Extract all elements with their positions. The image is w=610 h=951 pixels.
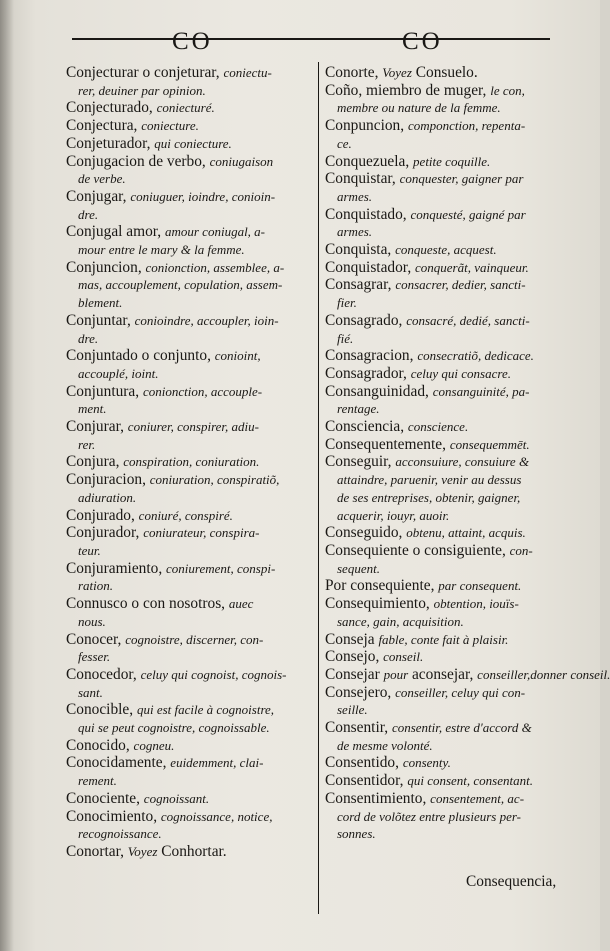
entry-headword: Consejero, [325, 683, 396, 701]
running-head-left: CO [172, 28, 213, 55]
entry-gloss-line: Voyez [382, 65, 412, 80]
entry-headword: Consequimiento, [325, 595, 434, 613]
entry-headword: Consciencia, [325, 418, 408, 436]
entry-headword: Conseja [325, 630, 379, 648]
entry-headword: Conseguir, [325, 453, 396, 471]
entry-gloss-line: acconsuiure, consuiure & [395, 454, 530, 470]
entry-headword: Conjuramiento, [66, 559, 167, 577]
entry-headword: Conjeturador, [66, 134, 155, 152]
entry-gloss-line: qui consent, consentant. [407, 773, 533, 789]
entry-gloss-line: cognoissant. [143, 790, 210, 806]
dictionary-entry [66, 843, 312, 861]
entry-headword: Consagracion, [325, 347, 418, 365]
entry-gloss-line: obtenu, attaint, acquis. [406, 525, 526, 541]
entry-gloss-line: conionction, accouple- [142, 383, 263, 399]
entry-headword: Conocimiento, [66, 807, 161, 825]
entry-gloss-line: componction, repenta- [407, 118, 526, 134]
entry-gloss-line: celuy qui cognoist, cognois- [140, 666, 287, 682]
dictionary-entry [66, 790, 312, 808]
entry-headword: Conjuntado o conjunto, [66, 347, 215, 365]
entry-gloss-line: rentage. [337, 401, 380, 417]
dictionary-entry [66, 188, 312, 223]
entry-gloss-line: consecratiõ, dedicace. [417, 348, 534, 364]
entry-gloss-line: euidemment, clai- [170, 755, 264, 771]
entry-gloss-line: consanguinité, pa- [432, 383, 530, 399]
entry-headword: Consagrado, [325, 311, 407, 329]
dictionary-entry [66, 64, 312, 99]
entry-gloss-line: consacrer, dedier, sancti- [395, 277, 526, 293]
entry-headword: Conocido, [66, 736, 134, 754]
entry-headword: Conorte, [325, 64, 383, 81]
entry-gloss-line: sant. [78, 684, 103, 700]
entry-headword: Conjurador, [66, 524, 144, 542]
dictionary-entry [66, 453, 312, 471]
dictionary-entry [66, 754, 312, 789]
entry-gloss-line: coniecturé. [156, 100, 215, 116]
entry-headword: Conjuncion, [66, 258, 146, 276]
entry-gloss-line: teur. [78, 542, 101, 558]
dictionary-entry [66, 223, 312, 258]
entry-gloss-line: Voyez [127, 843, 158, 859]
entry-gloss-line: aconsejar, [408, 665, 478, 683]
dictionary-entry [66, 99, 312, 117]
entry-gloss-line: qui se peut cognoistre, cognoissable. [78, 720, 270, 736]
entry-headword: Connusco o con nosotros, [66, 595, 229, 613]
entry-headword: Conjugacion de verbo, [66, 152, 210, 170]
dictionary-entry [325, 684, 571, 719]
dictionary-entry [325, 754, 571, 772]
dictionary-entry [325, 276, 571, 311]
entry-gloss-line: armes. [337, 224, 373, 240]
dictionary-entry [66, 631, 312, 666]
entry-gloss-line: qui coniecture. [154, 135, 232, 151]
entry-headword: Conjecturado, [66, 99, 157, 117]
dictionary-entry [325, 648, 571, 666]
dictionary-entry [325, 64, 571, 82]
dictionary-entry [66, 418, 312, 453]
entry-gloss-line: conionction, assemblee, a- [145, 259, 285, 275]
entry-headword: Conjuntura, [66, 382, 143, 400]
entry-headword: Conquezuela, [325, 152, 414, 170]
entry-gloss-line: cogneu. [133, 737, 175, 753]
entry-headword: Conjugar, [66, 187, 131, 205]
dictionary-entry [325, 453, 571, 524]
dictionary-entry [325, 365, 571, 383]
dictionary-entry [66, 737, 312, 755]
dictionary-entry [325, 790, 571, 843]
dictionary-entry [66, 471, 312, 506]
entry-gloss-line: seille. [337, 702, 368, 718]
entry-gloss-line: cognoissance, notice, [160, 808, 273, 824]
dictionary-entry [325, 542, 571, 577]
entry-gloss-line: mas, accouplement, copulation, assem- [78, 277, 283, 293]
entry-gloss-line: pour [383, 666, 409, 682]
entry-headword: Por consequiente, [325, 577, 439, 595]
entry-gloss-line: Consuelo. [411, 64, 478, 81]
entry-gloss-line: conquerãt, vainqueur. [415, 259, 529, 275]
dictionary-entry [66, 383, 312, 418]
entry-headword: Conociente, [66, 789, 144, 807]
dictionary-entry [325, 241, 571, 259]
entry-headword: Conjectura, [66, 117, 142, 135]
entry-gloss-line: conioint, [214, 348, 261, 364]
entry-headword: Conocible, [66, 701, 137, 719]
dictionary-entry [66, 524, 312, 559]
right-column [325, 64, 610, 843]
entry-gloss-line: donner conseil. [530, 666, 610, 682]
dictionary-entry [66, 153, 312, 188]
entry-gloss-line: consentir, estre d'accord & [391, 720, 532, 736]
entry-gloss-line: acquerir, iouyr, auoir. [337, 507, 450, 523]
dictionary-entry [325, 631, 571, 649]
dictionary-entry [325, 117, 571, 152]
entry-headword: Consagrar, [325, 276, 396, 294]
entry-gloss-line: fesser. [78, 649, 111, 665]
entry-gloss-line: celuy qui consacre. [410, 365, 511, 381]
dictionary-entry [66, 347, 312, 382]
entry-headword: Coño, miembro de muger, [325, 81, 491, 99]
dictionary-entry [325, 347, 571, 365]
dictionary-entry [66, 507, 312, 525]
entry-gloss-line: mour entre le mary & la femme. [78, 242, 245, 258]
entry-gloss-line: cord de volõtez entre plusieurs per- [337, 808, 521, 824]
dictionary-entry [325, 153, 571, 171]
entry-gloss-line: conseiller, [477, 666, 531, 682]
entry-gloss-line: conioindre, accoupler, ioin- [134, 312, 279, 328]
entry-gloss-line: coniectu- [223, 65, 272, 80]
entry-gloss-line: conqueste, acquest. [395, 242, 497, 258]
entry-gloss-line: conquester, gaigner par [399, 171, 524, 187]
entry-headword: Consentimiento, [325, 789, 431, 807]
dictionary-entry [325, 312, 571, 347]
dictionary-entry [66, 666, 312, 701]
entry-gloss-line: ration. [78, 578, 114, 594]
entry-gloss-line: sonnes. [337, 826, 376, 842]
dictionary-entry [66, 259, 312, 312]
entry-gloss-line: conseiller, celuy qui con- [395, 684, 526, 700]
dictionary-entry [66, 701, 312, 736]
entry-gloss-line: blement. [78, 295, 123, 311]
dictionary-entry [66, 560, 312, 595]
entry-gloss-line: de mesme volonté. [337, 737, 433, 753]
entry-gloss-line: de ses entreprises, obtenir, gaigner, [337, 489, 521, 505]
dictionary-entry [325, 595, 571, 630]
entry-gloss-line: qui est facile à cognoistre, [136, 702, 275, 718]
dictionary-entry [325, 524, 571, 542]
entry-headword: Consejo, [325, 648, 384, 666]
entry-gloss-line: petite coquille. [413, 153, 491, 169]
entry-gloss-line: dre. [78, 330, 99, 346]
entry-gloss-line: consequemmēt. [449, 436, 530, 452]
entry-headword: Conseguido, [325, 524, 407, 542]
entry-gloss-line: attaindre, paruenir, venir au dessus [337, 472, 522, 488]
dictionary-entry [325, 418, 571, 436]
entry-gloss-line: amour coniugal, a- [164, 224, 266, 240]
entry-gloss-line: armes. [337, 188, 373, 204]
entry-gloss-line: coniugaison [209, 153, 274, 169]
header-rule [72, 38, 550, 40]
entry-headword: Conortar, [66, 842, 128, 860]
entry-headword: Consentido, [325, 754, 403, 772]
entry-headword: Conjuracion, [66, 471, 150, 489]
entry-gloss-line: conquesté, gaigné par [410, 206, 526, 222]
dictionary-entry [325, 82, 571, 117]
entry-headword: Consagrador, [325, 364, 411, 382]
entry-gloss-line: Conhortar. [157, 842, 227, 860]
dictionary-entry [66, 135, 312, 153]
entry-gloss-line: membre ou nature de la femme. [337, 100, 501, 116]
dictionary-entry [66, 595, 312, 630]
entry-headword: Consentir, [325, 719, 392, 737]
entry-gloss-line: dre. [78, 206, 99, 222]
dictionary-entry [66, 808, 312, 843]
entry-headword: Conquista, [325, 241, 396, 259]
dictionary-entry [325, 436, 571, 454]
entry-headword: Consequentemente, [325, 435, 450, 453]
entry-gloss-line: ment. [78, 401, 107, 417]
entry-gloss-line: coniuré, conspiré. [138, 507, 233, 523]
dictionary-entry [325, 170, 571, 205]
entry-gloss-line: conscience. [407, 419, 469, 435]
dictionary-entry [325, 206, 571, 241]
entry-headword: Conjurado, [66, 506, 139, 524]
entry-gloss-line: rer, deuiner par opinion. [78, 82, 206, 98]
entry-gloss-line: consentement, ac- [430, 790, 525, 806]
entry-headword: Consentidor, [325, 772, 408, 790]
entry-gloss-line: fié. [337, 330, 354, 346]
entry-gloss-line: coniuguer, ioindre, conioin- [130, 188, 276, 204]
entry-gloss-line: fier. [337, 295, 357, 311]
entry-gloss-line: cognoistre, discerner, con- [125, 631, 264, 647]
entry-gloss-line: sance, gain, acquisition. [337, 613, 464, 629]
entry-gloss-line: recognoissance. [78, 826, 162, 842]
gutter-shadow [0, 0, 14, 951]
entry-gloss-line: accouplé, ioint. [78, 365, 159, 381]
dictionary-entry [325, 719, 571, 754]
entry-gloss-line: fable, conte fait à plaisir. [378, 631, 509, 647]
dictionary-entry [325, 259, 571, 277]
entry-headword: Conjugal amor, [66, 223, 165, 241]
entry-gloss-line: obtention, iouïs- [433, 596, 519, 612]
entry-headword: Conocidamente, [66, 754, 171, 772]
entry-headword: Conjura, [66, 453, 124, 471]
entry-headword: Conocedor, [66, 665, 141, 683]
entry-gloss-line: con- [509, 542, 533, 558]
entry-headword: Consejar [325, 665, 384, 683]
entry-gloss-line: coniecture. [141, 118, 199, 134]
entry-headword: Conquistado, [325, 205, 411, 223]
entry-gloss-line: nous. [78, 613, 106, 629]
entry-gloss-line: sequent. [337, 560, 380, 576]
entry-gloss-line: conseil. [383, 649, 424, 665]
dictionary-entry [325, 383, 571, 418]
dictionary-entry [325, 577, 571, 595]
entry-gloss-line: de verbe. [78, 171, 126, 187]
entry-gloss-line: auec [228, 596, 254, 612]
entry-headword: Conocer, [66, 630, 126, 648]
dictionary-entry [325, 772, 571, 790]
entry-headword: Conjecturar o conjeturar, [66, 64, 224, 81]
entry-headword: Conjurar, [66, 418, 128, 436]
column-divider [318, 62, 319, 914]
entry-gloss-line: coniurer, conspirer, adiu- [127, 419, 259, 435]
entry-headword: Conquistar, [325, 170, 400, 188]
entry-gloss-line: rement. [78, 773, 117, 789]
entry-gloss-line: coniuration, conspiratiõ, [149, 472, 280, 488]
entry-gloss-line: coniurateur, conspira- [143, 525, 260, 541]
entry-gloss-line: rer. [78, 436, 96, 452]
entry-gloss-line: adiuration. [78, 489, 137, 505]
entry-gloss-line: conspiration, coniuration. [123, 454, 260, 470]
entry-gloss-line: consenty. [402, 755, 451, 771]
entry-gloss-line: par consequent. [438, 578, 522, 594]
entry-gloss-line: ce. [337, 135, 352, 151]
running-head-right: CO [402, 28, 443, 55]
entry-headword: Conjuntar, [66, 311, 135, 329]
entry-gloss-line: coniurement, conspi- [166, 560, 276, 576]
entry-headword: Consequiente o consiguiente, [325, 541, 510, 559]
entry-gloss-line: le con, [490, 82, 525, 98]
dictionary-entry [66, 117, 312, 135]
entry-headword: Consanguinidad, [325, 382, 433, 400]
entry-gloss-line: consacré, dedié, sancti- [406, 312, 530, 328]
entry-headword: Conpuncion, [325, 117, 408, 135]
catchword: Consequencia, [466, 873, 557, 890]
left-column [66, 64, 312, 861]
dictionary-entry [66, 312, 312, 347]
dictionary-entry [325, 665, 610, 684]
entry-headword: Conquistador, [325, 258, 416, 276]
